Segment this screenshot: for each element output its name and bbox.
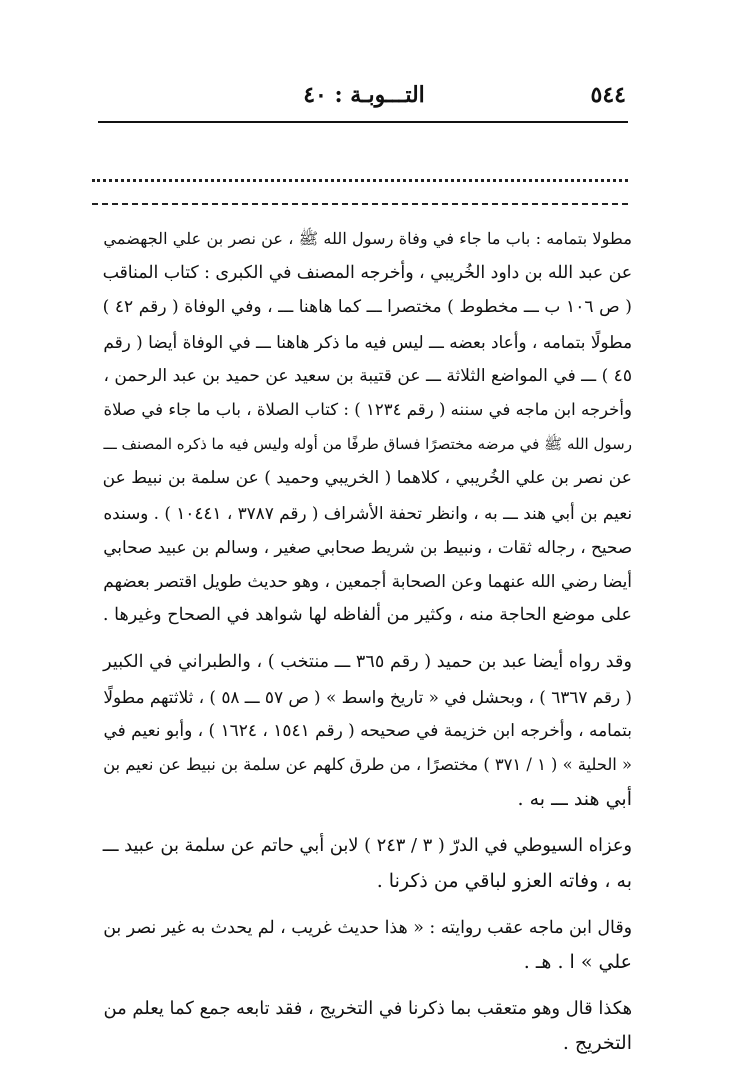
text-line: أبي هند ـــ به .: [517, 788, 632, 811]
text-line: أيضا رضي الله عنهما وعن الصحابة أجمعين ، وهو حديث طويل اقتصر بعضهم: [103, 571, 632, 592]
text-line: صحيح ، رجاله ثقات ، ونبيط بن شريط صحابي صغير ، وسالم بن عبيد صحابي: [103, 536, 632, 557]
paragraph-2: [92, 645, 632, 816]
page-header: [96, 82, 632, 112]
text-line: وأخرجه ابن ماجه في سننه ( رقم ١٢٣٤ ) : كتاب الصلاة ، باب ما جاء في صلاة: [103, 400, 632, 420]
text-line: وقال ابن ماجه عقب روايته : « هذا حديث غريب ، لم يحدث به غير نصر بن: [103, 917, 632, 938]
text-line: هكذا قال وهو متعقب بما ذكرنا في التخريج ، فقد تابعه جمع كما يعلم من: [103, 998, 632, 1020]
text-line: « الحلية » ( ١ / ٣٧١ ) مختصرًا ، من طرق كلهم عن سلمة بن نبيط عن نعيم بن: [103, 755, 632, 775]
text-line: وقد رواه أيضا عبد بن حميد ( رقم ٣٦٥ ـــ منتخب ) ، والطبراني في الكبير: [103, 652, 632, 673]
text-line: بتمامه ، وأخرجه ابن خزيمة في صحيحه ( رقم ١٥٤١ ، ١٦٢٤ ) ، وأبو نعيم في: [103, 720, 632, 741]
paragraph-5: [92, 992, 632, 1060]
dotted-separator: [92, 179, 628, 182]
text-line: مطولا بتمامه : باب ما جاء في وفاة رسول الله ﷺ ، عن نصر بن علي الجهضمي: [103, 229, 632, 248]
header-rule: [98, 121, 628, 123]
text-line: ( رقم ٦٣٦٧ ) ، وبحشل في « تاريخ واسط » ( ص ٥٧ ـــ ٥٨ ) ، ثلاثتهم مطولًا: [103, 686, 632, 707]
text-line: علي » ا . هـ .: [523, 951, 632, 974]
paragraph-4: [92, 911, 632, 979]
text-line: وعزاه السيوطي في الدرّ ( ٣ / ٢٤٣ ) لابن أبي حاتم عن سلمة بن عبيد ـــ: [102, 835, 632, 857]
text-line: ( ص ١٠٦ ب ـــ مخطوط ) مختصرا ـــ كما هاهنا ـــ ، وفي الوفاة ( رقم ٤٢ ): [102, 297, 632, 318]
text-line: نعيم بن أبي هند ـــ به ، وانظر تحفة الأشراف ( رقم ٣٧٨٧ ، ١٠٤٤١ ) . وسنده: [103, 502, 632, 523]
page-number: ٥٤٤: [590, 82, 626, 108]
dashed-separator: [92, 203, 628, 205]
text-line: على موضع الحاجة منه ، وكثير من ألفاظه لها شواهد في الصحاح وغيرها .: [102, 605, 632, 626]
footnote-body: [92, 222, 632, 1061]
running-title: التـــوبـة : ٤٠: [303, 82, 425, 108]
paragraph-1: [92, 222, 632, 632]
text-line: به ، وفاته العزو لباقي من ذكرنا .: [376, 869, 632, 892]
paragraph-3: [92, 829, 632, 897]
text-line: عن نصر بن علي الخُريبي ، كلاهما ( الخريبي وحميد ) عن سلمة بن نبيط عن: [102, 468, 632, 489]
text-line: مطولًا بتمامه ، وأعاد بعضه ـــ ليس فيه ما ذكر هاهنا ـــ في الوفاة أيضا ( رقم: [103, 331, 632, 352]
text-line: التخريج .: [562, 1032, 632, 1055]
text-line: رسول الله ﷺ في مرضه مختصرًا فساق طرفًا من أوله وليس فيه ما ذكره المصنف ـــ: [103, 435, 632, 454]
text-line: ٤٥ ) ـــ في المواضع الثلاثة ـــ عن قتيبة بن سعيد عن حميد بن عبد الرحمن ،: [103, 365, 632, 386]
text-line: عن عبد الله بن داود الخُريبي ، وأخرجه المصنف في الكبرى : كتاب المناقب: [102, 263, 632, 284]
